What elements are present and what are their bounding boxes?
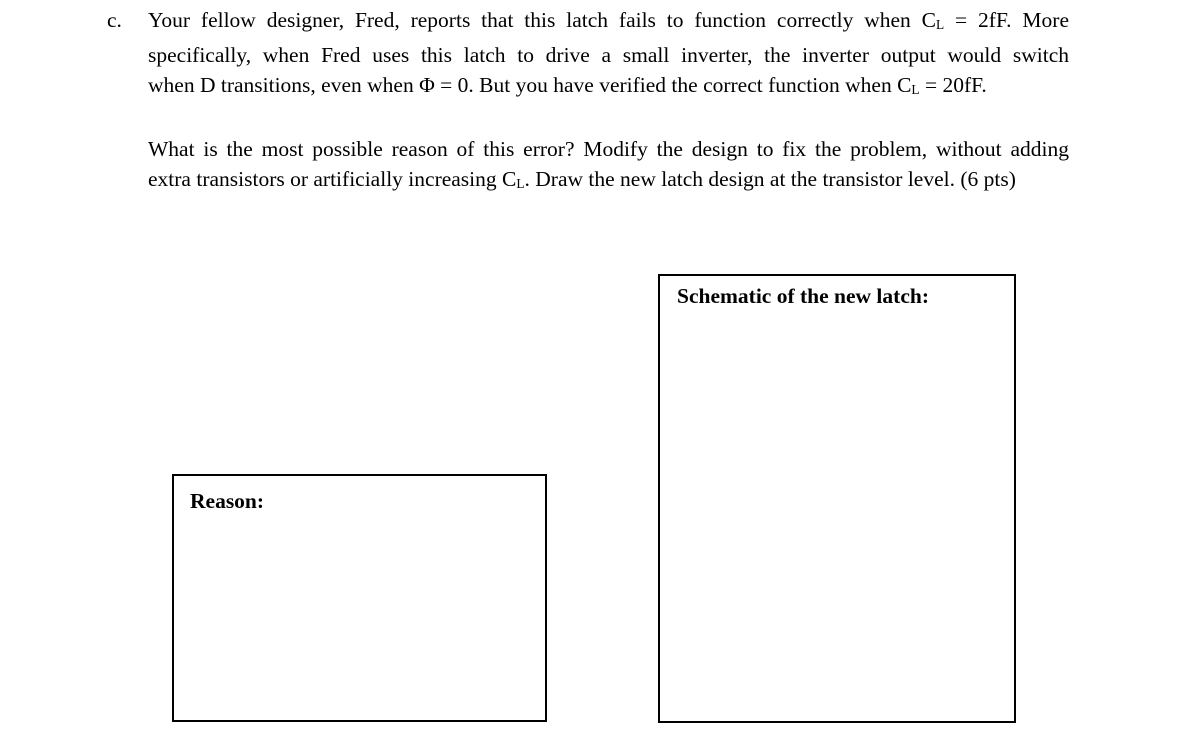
reason-label: Reason:: [190, 489, 265, 513]
question-paragraph-2: [148, 134, 1069, 199]
text-line-2: [148, 40, 1069, 70]
question-item-label: c.: [107, 8, 122, 32]
schematic-answer-box: [658, 274, 1016, 723]
text-segment: when D transitions, even when Φ = 0. But you have verified the correct function when C: [148, 72, 912, 97]
subscript-L: L: [911, 81, 920, 97]
question-block: [107, 5, 1069, 199]
text-segment: . Draw the new latch design at the transistor level. (6 pts): [524, 166, 1016, 191]
text-segment: Your fellow designer, Fred, reports that this latch fails to function correctly when C: [148, 8, 936, 32]
text-segment: = 20fF.: [919, 72, 987, 97]
question-paragraph-1: [148, 5, 1069, 105]
text-segment: = 2fF. More: [944, 8, 1070, 32]
schematic-label: Schematic of the new latch:: [677, 284, 929, 308]
subscript-L: L: [516, 175, 525, 191]
text-segment: extra transistors or artificially increasing C: [148, 166, 517, 191]
text-segment: What is the most possible reason of this error? Modify the design to fix the problem, without adding: [148, 136, 1069, 161]
text-segment: specifically, when Fred uses this latch to drive a small inverter, the inverter output would switch: [148, 42, 1069, 67]
subscript-L: L: [936, 16, 945, 32]
text-line-3: [148, 70, 1069, 105]
text-line-1: [148, 5, 1069, 40]
reason-answer-box: [172, 474, 547, 722]
question-text: [148, 5, 1069, 199]
text-line-1: [148, 134, 1069, 164]
text-line-2: [148, 164, 1069, 199]
